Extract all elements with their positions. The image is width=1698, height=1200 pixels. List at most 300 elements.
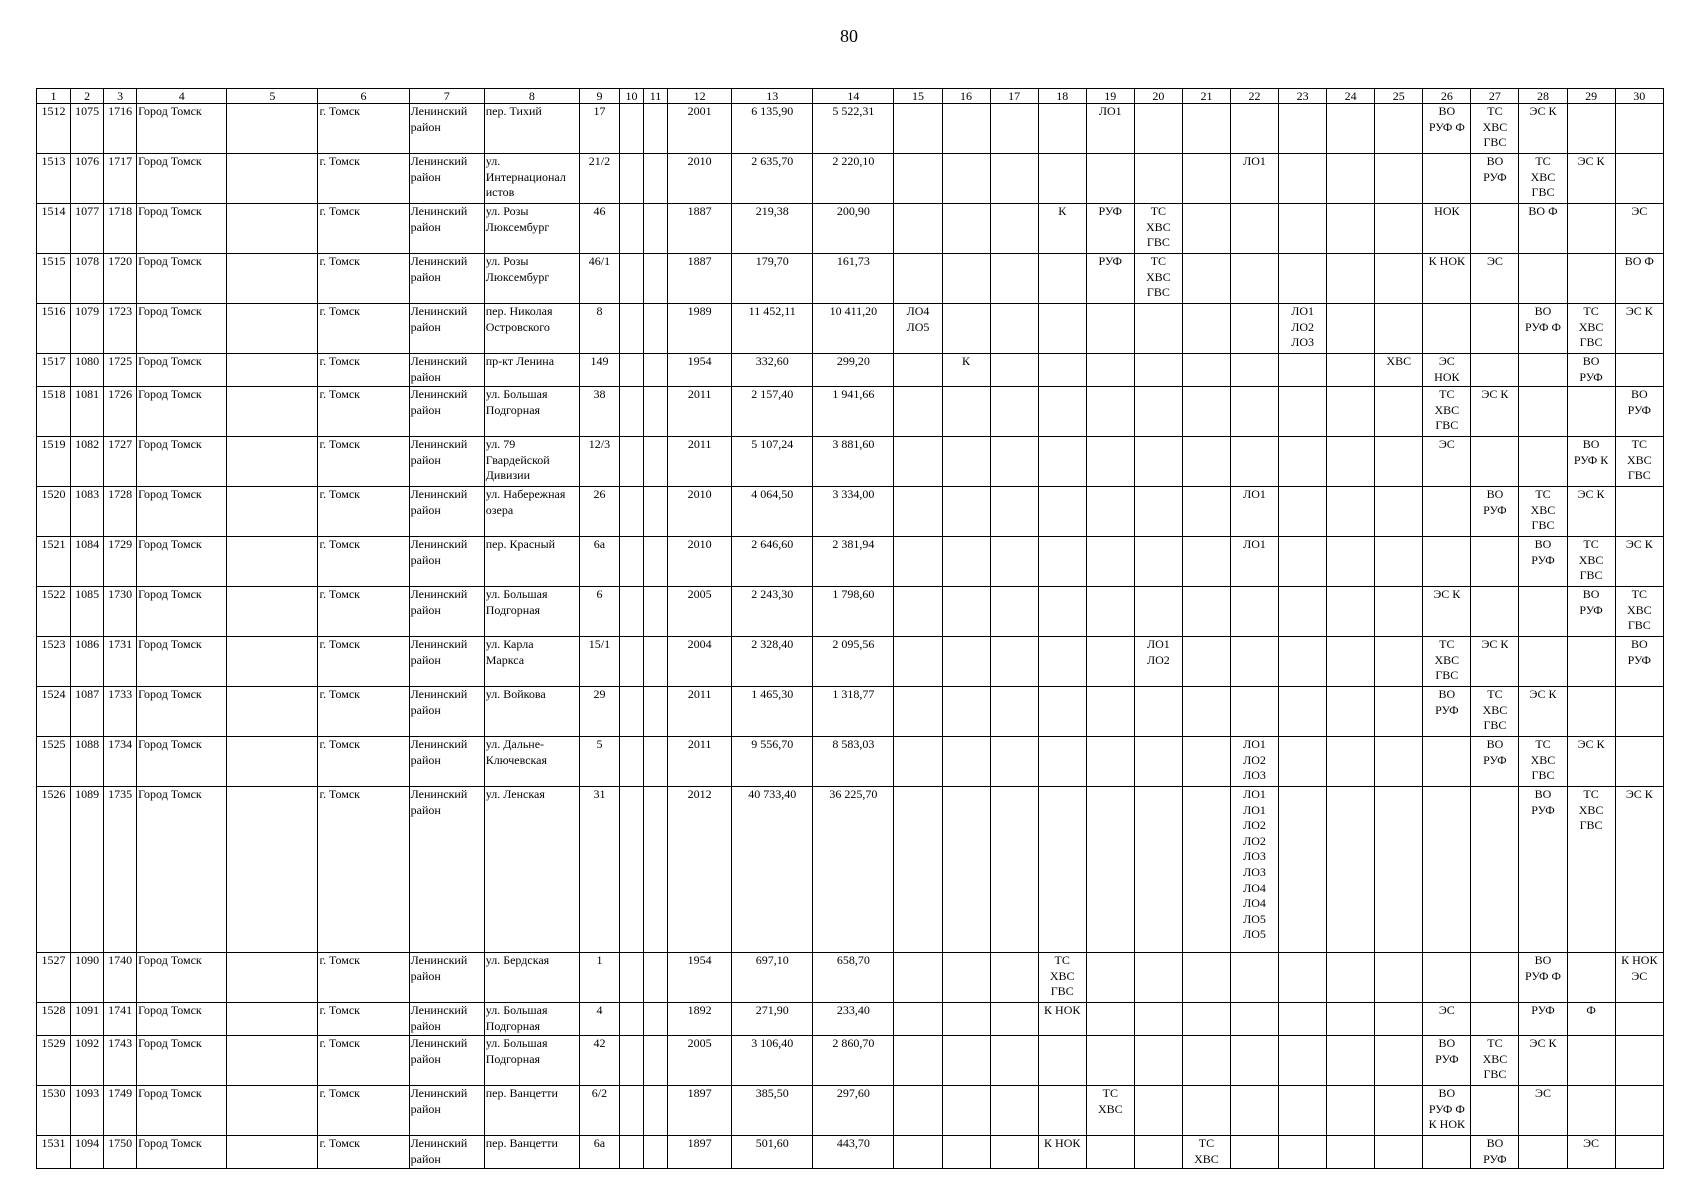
cell-col-10	[619, 254, 643, 304]
cell-col-13: 385,50	[732, 1086, 813, 1136]
cell-col-15	[894, 687, 942, 737]
cell-col-11	[644, 587, 668, 637]
cell-col-12: 2001	[668, 104, 732, 154]
cell-col-10	[619, 587, 643, 637]
cell-col-24	[1327, 204, 1375, 254]
cell-col-11	[644, 787, 668, 953]
table-row	[37, 637, 1664, 687]
cell-col-1: 1512	[37, 104, 71, 154]
cell-col-26: ВО РУФ	[1423, 1036, 1471, 1086]
column-header-30: 30	[1615, 89, 1663, 104]
cell-col-6: г. Томск	[318, 354, 409, 387]
cell-col-10	[619, 787, 643, 953]
cell-col-12: 2012	[668, 787, 732, 953]
cell-col-24	[1327, 1003, 1375, 1036]
cell-col-5	[227, 104, 318, 154]
cell-col-10	[619, 304, 643, 354]
cell-col-24	[1327, 1086, 1375, 1136]
cell-col-2: 1080	[71, 354, 104, 387]
cell-col-18	[1038, 487, 1086, 537]
cell-col-28	[1519, 254, 1567, 304]
cell-col-17	[990, 304, 1038, 354]
cell-col-30	[1615, 687, 1663, 737]
cell-col-3: 1726	[104, 387, 137, 437]
cell-col-5	[227, 437, 318, 487]
column-header-6: 6	[318, 89, 409, 104]
cell-col-17	[990, 104, 1038, 154]
cell-col-13: 2 635,70	[732, 154, 813, 204]
cell-col-17	[990, 1036, 1038, 1086]
cell-col-19: РУФ	[1086, 254, 1134, 304]
cell-col-30: К НОК ЭС	[1615, 953, 1663, 1003]
cell-col-7: Ленинский район	[409, 354, 484, 387]
cell-col-7: Ленинский район	[409, 254, 484, 304]
cell-col-15	[894, 737, 942, 787]
cell-col-16	[942, 154, 990, 204]
cell-col-21	[1182, 953, 1230, 1003]
cell-col-29	[1567, 1086, 1615, 1136]
cell-col-12: 2011	[668, 387, 732, 437]
cell-col-18	[1038, 154, 1086, 204]
cell-col-6: г. Томск	[318, 953, 409, 1003]
cell-col-30	[1615, 1036, 1663, 1086]
cell-col-12: 1989	[668, 304, 732, 354]
cell-col-14: 161,73	[813, 254, 894, 304]
cell-col-12: 2010	[668, 154, 732, 204]
cell-col-24	[1327, 737, 1375, 787]
cell-col-14: 200,90	[813, 204, 894, 254]
cell-col-1: 1514	[37, 204, 71, 254]
cell-col-6: г. Томск	[318, 304, 409, 354]
cell-col-18	[1038, 354, 1086, 387]
cell-col-27	[1471, 787, 1519, 953]
cell-col-17	[990, 737, 1038, 787]
cell-col-16	[942, 104, 990, 154]
cell-col-5	[227, 487, 318, 537]
cell-col-9: 15/1	[579, 637, 619, 687]
cell-col-11	[644, 487, 668, 537]
cell-col-1: 1530	[37, 1086, 71, 1136]
cell-col-19	[1086, 787, 1134, 953]
cell-col-23	[1279, 787, 1327, 953]
cell-col-14: 658,70	[813, 953, 894, 1003]
cell-col-24	[1327, 787, 1375, 953]
cell-col-11	[644, 687, 668, 737]
cell-col-11	[644, 1086, 668, 1136]
column-header-20: 20	[1134, 89, 1182, 104]
cell-col-23	[1279, 204, 1327, 254]
cell-col-4: Город Томск	[137, 104, 227, 154]
cell-col-24	[1327, 387, 1375, 437]
cell-col-30	[1615, 737, 1663, 787]
cell-col-21	[1182, 1036, 1230, 1086]
cell-col-11	[644, 387, 668, 437]
cell-col-21	[1182, 437, 1230, 487]
cell-col-20	[1134, 587, 1182, 637]
cell-col-13: 219,38	[732, 204, 813, 254]
cell-col-29: ВО РУФ	[1567, 587, 1615, 637]
cell-col-28	[1519, 354, 1567, 387]
cell-col-13: 4 064,50	[732, 487, 813, 537]
cell-col-25	[1375, 437, 1423, 487]
column-header-24: 24	[1327, 89, 1375, 104]
cell-col-13: 271,90	[732, 1003, 813, 1036]
cell-col-29	[1567, 254, 1615, 304]
cell-col-1: 1515	[37, 254, 71, 304]
cell-col-29: ЭС	[1567, 1136, 1615, 1169]
cell-col-4: Город Томск	[137, 537, 227, 587]
cell-col-16	[942, 737, 990, 787]
cell-col-1: 1531	[37, 1136, 71, 1169]
cell-col-12: 1887	[668, 204, 732, 254]
cell-col-20	[1134, 1086, 1182, 1136]
cell-col-2: 1079	[71, 304, 104, 354]
cell-col-25	[1375, 587, 1423, 637]
cell-col-8: пер. Николая Островского	[484, 304, 579, 354]
cell-col-7: Ленинский район	[409, 487, 484, 537]
cell-col-30: ВО Ф	[1615, 254, 1663, 304]
cell-col-30	[1615, 1136, 1663, 1169]
cell-col-9: 6а	[579, 1136, 619, 1169]
cell-col-3: 1723	[104, 304, 137, 354]
table-row	[37, 587, 1664, 637]
cell-col-11	[644, 637, 668, 687]
column-header-5: 5	[227, 89, 318, 104]
column-header-10: 10	[619, 89, 643, 104]
cell-col-26: ЭС НОК	[1423, 354, 1471, 387]
cell-col-18	[1038, 1086, 1086, 1136]
cell-col-10	[619, 1003, 643, 1036]
cell-col-4: Город Томск	[137, 953, 227, 1003]
cell-col-30: ЭС К	[1615, 787, 1663, 953]
cell-col-25	[1375, 254, 1423, 304]
cell-col-4: Город Томск	[137, 1086, 227, 1136]
cell-col-11	[644, 154, 668, 204]
cell-col-28: ТС ХВС ГВС	[1519, 737, 1567, 787]
cell-col-8: пер. Ванцетти	[484, 1086, 579, 1136]
cell-col-24	[1327, 687, 1375, 737]
cell-col-6: г. Томск	[318, 687, 409, 737]
cell-col-16	[942, 1136, 990, 1169]
cell-col-28	[1519, 587, 1567, 637]
cell-col-22	[1230, 1003, 1278, 1036]
cell-col-22	[1230, 1136, 1278, 1169]
column-header-26: 26	[1423, 89, 1471, 104]
cell-col-17	[990, 254, 1038, 304]
cell-col-27: ЭС	[1471, 254, 1519, 304]
cell-col-3: 1716	[104, 104, 137, 154]
cell-col-7: Ленинский район	[409, 637, 484, 687]
cell-col-15	[894, 354, 942, 387]
cell-col-7: Ленинский район	[409, 437, 484, 487]
cell-col-27: ЭС К	[1471, 637, 1519, 687]
cell-col-13: 2 328,40	[732, 637, 813, 687]
cell-col-2: 1085	[71, 587, 104, 637]
cell-col-25	[1375, 537, 1423, 587]
cell-col-11	[644, 953, 668, 1003]
cell-col-7: Ленинский район	[409, 1136, 484, 1169]
cell-col-21	[1182, 1086, 1230, 1136]
cell-col-22: ЛО1	[1230, 487, 1278, 537]
cell-col-2: 1091	[71, 1003, 104, 1036]
cell-col-9: 21/2	[579, 154, 619, 204]
cell-col-13: 6 135,90	[732, 104, 813, 154]
cell-col-18	[1038, 737, 1086, 787]
cell-col-17	[990, 1136, 1038, 1169]
cell-col-23	[1279, 154, 1327, 204]
cell-col-24	[1327, 637, 1375, 687]
cell-col-17	[990, 487, 1038, 537]
cell-col-7: Ленинский район	[409, 304, 484, 354]
cell-col-12: 1892	[668, 1003, 732, 1036]
cell-col-27	[1471, 1086, 1519, 1136]
cell-col-26	[1423, 304, 1471, 354]
cell-col-11	[644, 1003, 668, 1036]
cell-col-28: ВО РУФ	[1519, 787, 1567, 953]
cell-col-26	[1423, 1136, 1471, 1169]
column-header-23: 23	[1279, 89, 1327, 104]
cell-col-23	[1279, 437, 1327, 487]
cell-col-28: ВО РУФ	[1519, 537, 1567, 587]
column-header-12: 12	[668, 89, 732, 104]
cell-col-12: 1887	[668, 254, 732, 304]
cell-col-5	[227, 1086, 318, 1136]
cell-col-21	[1182, 737, 1230, 787]
cell-col-28: РУФ	[1519, 1003, 1567, 1036]
cell-col-29: ЭС К	[1567, 737, 1615, 787]
cell-col-14: 1 798,60	[813, 587, 894, 637]
table-row	[37, 687, 1664, 737]
cell-col-11	[644, 1036, 668, 1086]
cell-col-9: 8	[579, 304, 619, 354]
cell-col-7: Ленинский район	[409, 737, 484, 787]
cell-col-2: 1089	[71, 787, 104, 953]
cell-col-3: 1718	[104, 204, 137, 254]
table-row	[37, 953, 1664, 1003]
cell-col-21	[1182, 637, 1230, 687]
cell-col-25	[1375, 787, 1423, 953]
cell-col-23	[1279, 537, 1327, 587]
cell-col-1: 1528	[37, 1003, 71, 1036]
cell-col-20	[1134, 1036, 1182, 1086]
cell-col-5	[227, 687, 318, 737]
cell-col-28	[1519, 437, 1567, 487]
cell-col-8: ул. Карла Маркса	[484, 637, 579, 687]
cell-col-7: Ленинский район	[409, 953, 484, 1003]
cell-col-20	[1134, 387, 1182, 437]
cell-col-17	[990, 537, 1038, 587]
cell-col-4: Город Томск	[137, 1036, 227, 1086]
cell-col-2: 1075	[71, 104, 104, 154]
cell-col-27	[1471, 1003, 1519, 1036]
register-table	[36, 88, 1664, 1169]
cell-col-4: Город Томск	[137, 387, 227, 437]
cell-col-19	[1086, 387, 1134, 437]
cell-col-21	[1182, 1003, 1230, 1036]
cell-col-19	[1086, 487, 1134, 537]
cell-col-22	[1230, 437, 1278, 487]
cell-col-17	[990, 154, 1038, 204]
cell-col-16	[942, 787, 990, 953]
cell-col-15	[894, 1036, 942, 1086]
cell-col-3: 1741	[104, 1003, 137, 1036]
cell-col-16	[942, 1036, 990, 1086]
cell-col-11	[644, 254, 668, 304]
cell-col-9: 46/1	[579, 254, 619, 304]
cell-col-12: 1897	[668, 1136, 732, 1169]
cell-col-9: 31	[579, 787, 619, 953]
cell-col-5	[227, 254, 318, 304]
cell-col-23	[1279, 953, 1327, 1003]
cell-col-27: ТС ХВС ГВС	[1471, 104, 1519, 154]
cell-col-16	[942, 953, 990, 1003]
cell-col-6: г. Томск	[318, 104, 409, 154]
cell-col-22	[1230, 1036, 1278, 1086]
cell-col-19	[1086, 587, 1134, 637]
cell-col-3: 1743	[104, 1036, 137, 1086]
cell-col-1: 1516	[37, 304, 71, 354]
cell-col-25	[1375, 1036, 1423, 1086]
cell-col-14: 1 941,66	[813, 387, 894, 437]
cell-col-17	[990, 953, 1038, 1003]
cell-col-10	[619, 154, 643, 204]
cell-col-30: ЭС К	[1615, 537, 1663, 587]
cell-col-19	[1086, 687, 1134, 737]
cell-col-12: 2005	[668, 587, 732, 637]
cell-col-10	[619, 537, 643, 587]
cell-col-16	[942, 637, 990, 687]
cell-col-26: ТС ХВС ГВС	[1423, 637, 1471, 687]
column-header-19: 19	[1086, 89, 1134, 104]
cell-col-19	[1086, 437, 1134, 487]
cell-col-26: НОК	[1423, 204, 1471, 254]
cell-col-16	[942, 387, 990, 437]
cell-col-25	[1375, 154, 1423, 204]
cell-col-26	[1423, 737, 1471, 787]
cell-col-14: 2 860,70	[813, 1036, 894, 1086]
cell-col-23	[1279, 487, 1327, 537]
cell-col-4: Город Томск	[137, 437, 227, 487]
cell-col-1: 1518	[37, 387, 71, 437]
cell-col-27: ВО РУФ	[1471, 737, 1519, 787]
cell-col-27	[1471, 304, 1519, 354]
cell-col-9: 5	[579, 737, 619, 787]
cell-col-18	[1038, 1036, 1086, 1086]
cell-col-7: Ленинский район	[409, 1086, 484, 1136]
cell-col-28: ВО Ф	[1519, 204, 1567, 254]
cell-col-20	[1134, 154, 1182, 204]
column-header-22: 22	[1230, 89, 1278, 104]
cell-col-26: ЭС	[1423, 437, 1471, 487]
cell-col-21	[1182, 354, 1230, 387]
table-row	[37, 787, 1664, 953]
cell-col-29	[1567, 204, 1615, 254]
cell-col-24	[1327, 154, 1375, 204]
cell-col-19	[1086, 154, 1134, 204]
cell-col-4: Город Томск	[137, 637, 227, 687]
cell-col-22	[1230, 387, 1278, 437]
cell-col-6: г. Томск	[318, 204, 409, 254]
cell-col-13: 2 243,30	[732, 587, 813, 637]
cell-col-10	[619, 1136, 643, 1169]
cell-col-30	[1615, 487, 1663, 537]
cell-col-4: Город Томск	[137, 587, 227, 637]
cell-col-6: г. Томск	[318, 1003, 409, 1036]
cell-col-19: ЛО1	[1086, 104, 1134, 154]
cell-col-20: ЛО1 ЛО2	[1134, 637, 1182, 687]
cell-col-26: ВО РУФ Ф	[1423, 104, 1471, 154]
cell-col-7: Ленинский район	[409, 537, 484, 587]
cell-col-6: г. Томск	[318, 787, 409, 953]
cell-col-1: 1519	[37, 437, 71, 487]
cell-col-8: пер. Красный	[484, 537, 579, 587]
cell-col-19	[1086, 1136, 1134, 1169]
column-header-28: 28	[1519, 89, 1567, 104]
cell-col-9: 17	[579, 104, 619, 154]
cell-col-13: 501,60	[732, 1136, 813, 1169]
cell-col-22	[1230, 204, 1278, 254]
cell-col-29: ТС ХВС ГВС	[1567, 537, 1615, 587]
cell-col-3: 1750	[104, 1136, 137, 1169]
cell-col-7: Ленинский район	[409, 204, 484, 254]
cell-col-16	[942, 687, 990, 737]
cell-col-25	[1375, 1003, 1423, 1036]
cell-col-23	[1279, 354, 1327, 387]
cell-col-6: г. Томск	[318, 487, 409, 537]
table-row	[37, 1003, 1664, 1036]
cell-col-6: г. Томск	[318, 1036, 409, 1086]
cell-col-29	[1567, 953, 1615, 1003]
cell-col-6: г. Томск	[318, 437, 409, 487]
cell-col-8: ул. Розы Люксембург	[484, 254, 579, 304]
cell-col-12: 2011	[668, 687, 732, 737]
column-header-4: 4	[137, 89, 227, 104]
cell-col-7: Ленинский район	[409, 154, 484, 204]
cell-col-15	[894, 1003, 942, 1036]
cell-col-10	[619, 1086, 643, 1136]
cell-col-24	[1327, 104, 1375, 154]
cell-col-10	[619, 953, 643, 1003]
cell-col-23	[1279, 387, 1327, 437]
cell-col-28	[1519, 637, 1567, 687]
cell-col-14: 3 881,60	[813, 437, 894, 487]
cell-col-20	[1134, 487, 1182, 537]
cell-col-21	[1182, 587, 1230, 637]
table-row	[37, 537, 1664, 587]
cell-col-4: Город Томск	[137, 154, 227, 204]
cell-col-24	[1327, 254, 1375, 304]
cell-col-29	[1567, 387, 1615, 437]
register-table-wrapper	[36, 88, 1664, 1169]
cell-col-18: ТС ХВС ГВС	[1038, 953, 1086, 1003]
cell-col-22	[1230, 254, 1278, 304]
cell-col-8: ул. Большая Подгорная	[484, 1036, 579, 1086]
cell-col-17	[990, 587, 1038, 637]
cell-col-26: ЭС К	[1423, 587, 1471, 637]
cell-col-18: К НОК	[1038, 1003, 1086, 1036]
cell-col-17	[990, 204, 1038, 254]
cell-col-14: 297,60	[813, 1086, 894, 1136]
cell-col-23	[1279, 737, 1327, 787]
cell-col-27	[1471, 354, 1519, 387]
cell-col-20	[1134, 953, 1182, 1003]
cell-col-21	[1182, 687, 1230, 737]
cell-col-9: 149	[579, 354, 619, 387]
cell-col-12: 1897	[668, 1086, 732, 1136]
cell-col-3: 1731	[104, 637, 137, 687]
cell-col-15	[894, 154, 942, 204]
cell-col-27	[1471, 204, 1519, 254]
